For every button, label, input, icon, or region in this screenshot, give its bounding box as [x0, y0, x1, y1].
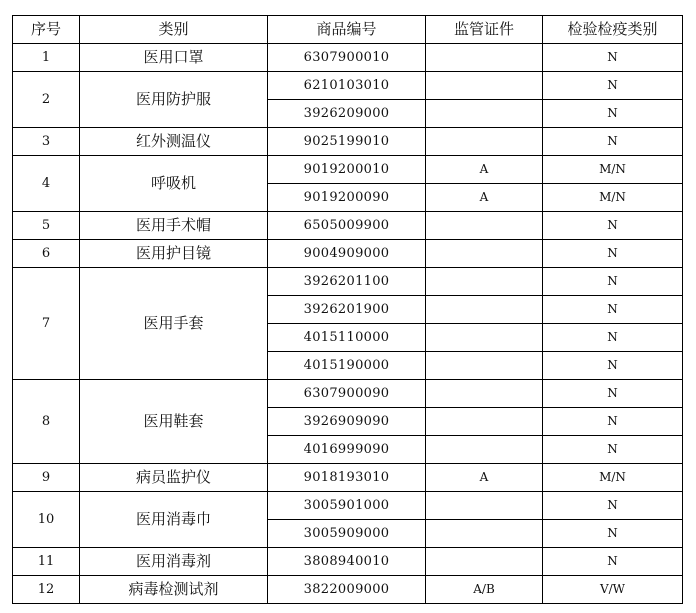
- inspection-category-cell: N: [543, 212, 683, 240]
- category-cell: 病员监护仪: [80, 464, 268, 492]
- inspection-category-cell: N: [543, 492, 683, 520]
- seq-cell: 10: [13, 492, 80, 548]
- supervision-cert-cell: [426, 100, 543, 128]
- commodity-code-cell: 9025199010: [268, 128, 426, 156]
- inspection-category-cell: N: [543, 520, 683, 548]
- commodity-code-cell: 9018193010: [268, 464, 426, 492]
- commodity-code-cell: 6307900090: [268, 380, 426, 408]
- supervision-cert-cell: A: [426, 184, 543, 212]
- inspection-category-cell: N: [543, 436, 683, 464]
- table-row: [13, 156, 683, 184]
- inspection-category-cell: N: [543, 72, 683, 100]
- seq-cell: 6: [13, 240, 80, 268]
- inspection-category-cell: N: [543, 548, 683, 576]
- supervision-cert-cell: A: [426, 464, 543, 492]
- category-cell: 呼吸机: [80, 156, 268, 212]
- inspection-category-cell: N: [543, 240, 683, 268]
- header-supervision-cert: 监管证件: [426, 16, 543, 44]
- category-cell: 医用护目镜: [80, 240, 268, 268]
- seq-cell: 12: [13, 576, 80, 604]
- commodity-code-cell: 4015190000: [268, 352, 426, 380]
- commodity-code-cell: 3926209000: [268, 100, 426, 128]
- category-cell: 红外测温仪: [80, 128, 268, 156]
- category-cell: 医用防护服: [80, 72, 268, 128]
- commodity-code-cell: 9004909000: [268, 240, 426, 268]
- table-row: [13, 492, 683, 520]
- commodity-code-cell: 3005909000: [268, 520, 426, 548]
- seq-cell: 11: [13, 548, 80, 576]
- supervision-cert-cell: [426, 296, 543, 324]
- header-commodity-code: 商品编号: [268, 16, 426, 44]
- inspection-category-cell: N: [543, 408, 683, 436]
- inspection-category-cell: M/N: [543, 156, 683, 184]
- commodity-code-cell: 3005901000: [268, 492, 426, 520]
- table-row: [13, 212, 683, 240]
- category-cell: 医用口罩: [80, 44, 268, 72]
- supervision-cert-cell: [426, 352, 543, 380]
- supervision-cert-cell: A: [426, 156, 543, 184]
- commodity-code-cell: 3808940010: [268, 548, 426, 576]
- table-row: [13, 576, 683, 604]
- inspection-category-cell: N: [543, 380, 683, 408]
- table-row: [13, 268, 683, 296]
- inspection-category-cell: M/N: [543, 464, 683, 492]
- seq-cell: 9: [13, 464, 80, 492]
- supervision-cert-cell: [426, 324, 543, 352]
- table-row: [13, 240, 683, 268]
- category-cell: 医用手套: [80, 268, 268, 380]
- commodity-code-cell: 4015110000: [268, 324, 426, 352]
- header-category: 类别: [80, 16, 268, 44]
- supervision-cert-cell: [426, 408, 543, 436]
- supervision-cert-cell: [426, 520, 543, 548]
- category-cell: 病毒检测试剂: [80, 576, 268, 604]
- supervision-cert-cell: [426, 492, 543, 520]
- table-row: [13, 548, 683, 576]
- category-cell: 医用鞋套: [80, 380, 268, 464]
- commodity-code-cell: 3926909090: [268, 408, 426, 436]
- table-row: [13, 464, 683, 492]
- commodity-code-cell: 4016999090: [268, 436, 426, 464]
- supervision-cert-cell: [426, 380, 543, 408]
- seq-cell: 8: [13, 380, 80, 464]
- table-row: [13, 128, 683, 156]
- supervision-cert-cell: [426, 72, 543, 100]
- supervision-cert-cell: [426, 128, 543, 156]
- inspection-category-cell: N: [543, 44, 683, 72]
- table-row: [13, 44, 683, 72]
- supervision-cert-cell: [426, 212, 543, 240]
- commodity-code-cell: 9019200090: [268, 184, 426, 212]
- supervision-cert-cell: [426, 268, 543, 296]
- inspection-category-cell: N: [543, 128, 683, 156]
- seq-cell: 4: [13, 156, 80, 212]
- table-row: [13, 72, 683, 100]
- inspection-category-cell: N: [543, 296, 683, 324]
- header-seq: 序号: [13, 16, 80, 44]
- seq-cell: 2: [13, 72, 80, 128]
- category-cell: 医用消毒巾: [80, 492, 268, 548]
- header-inspection-category: 检验检疫类别: [543, 16, 683, 44]
- supervision-cert-cell: [426, 436, 543, 464]
- category-cell: 医用手术帽: [80, 212, 268, 240]
- category-cell: 医用消毒剂: [80, 548, 268, 576]
- seq-cell: 1: [13, 44, 80, 72]
- inspection-category-cell: N: [543, 100, 683, 128]
- supervision-cert-cell: [426, 548, 543, 576]
- commodity-code-cell: 9019200010: [268, 156, 426, 184]
- inspection-category-cell: N: [543, 352, 683, 380]
- seq-cell: 3: [13, 128, 80, 156]
- commodity-code-cell: 3822009000: [268, 576, 426, 604]
- inspection-category-cell: V/W: [543, 576, 683, 604]
- commodity-code-cell: 6307900010: [268, 44, 426, 72]
- seq-cell: 5: [13, 212, 80, 240]
- inspection-category-cell: M/N: [543, 184, 683, 212]
- supervision-cert-cell: [426, 44, 543, 72]
- supervision-cert-cell: [426, 240, 543, 268]
- commodity-code-cell: 6210103010: [268, 72, 426, 100]
- inspection-category-cell: N: [543, 324, 683, 352]
- supervision-cert-cell: A/B: [426, 576, 543, 604]
- commodity-table: [12, 15, 683, 604]
- commodity-code-cell: 3926201900: [268, 296, 426, 324]
- commodity-code-cell: 3926201100: [268, 268, 426, 296]
- table-body: [13, 44, 683, 604]
- seq-cell: 7: [13, 268, 80, 380]
- commodity-code-cell: 6505009900: [268, 212, 426, 240]
- header-row: [13, 16, 683, 44]
- table-row: [13, 380, 683, 408]
- inspection-category-cell: N: [543, 268, 683, 296]
